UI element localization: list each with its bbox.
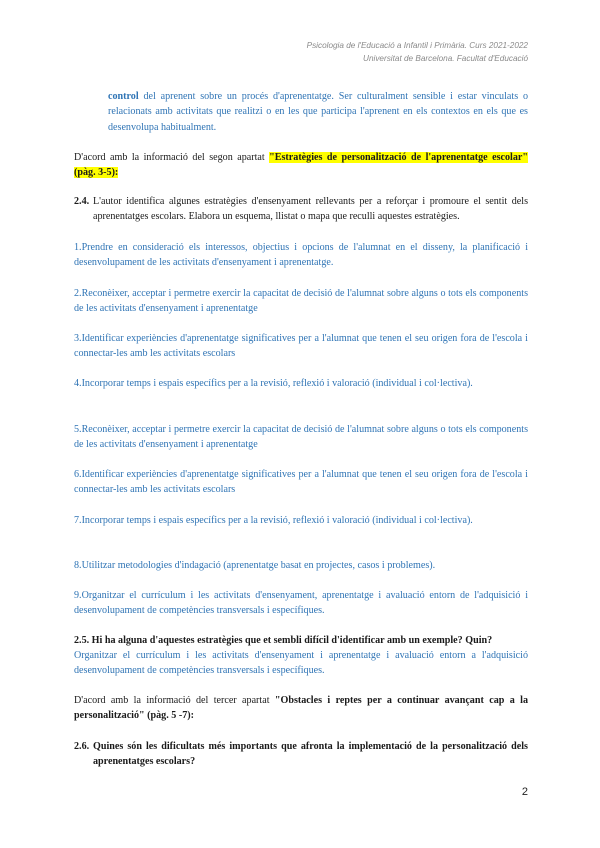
header-institution: Universitat de Barcelona. Facultat d'Educació — [363, 54, 528, 63]
strategy-item: 7.Incorporar temps i espais específics per a la revisió, reflexió i valoració (individual i col·lectiva). — [74, 515, 473, 526]
q25-answer: Organitzar el currículum i les activitats d'ensenyament i aprenentatge i avaluació entorn a l'adquisició desenvolupament de competències transversals i específiques. — [74, 650, 528, 677]
section2-intro — [74, 150, 528, 181]
q26-text-post: més importants que afronta la implementació de la personalització dels aprenentatges escolars? — [93, 741, 528, 768]
page-header — [307, 39, 528, 65]
section3-intro-text: D'acord amb la informació del tercer apartat — [74, 695, 275, 706]
continued-answer — [108, 89, 528, 135]
strategy-item: 1.Prendre en consideració els interessos, objectius i opcions de l'alumnat en el disseny, la planificació i desenvolupament de les activitats d'ensenyament i aprenentatge. — [74, 242, 528, 269]
q26-text-pre: Quines són les — [93, 741, 162, 752]
q26-number: 2.6. — [74, 741, 90, 752]
q25-question: 2.5. Hi ha alguna d'aquestes estratègies que et sembli difícil d'identificar amb un exemple? Quin? — [74, 635, 493, 646]
strategy-item: 2.Reconèixer, acceptar i permetre exercir la capacitat de decisió de l'alumnat sobre alguns o tots els components de les activitats d'ensenyament i aprenentatge — [74, 288, 528, 315]
section3-bold: "Obstacles i reptes per a continuar avançant cap a la personalització" (pàg. 5 -7): — [74, 695, 529, 722]
continued-answer-bold: control — [108, 91, 139, 102]
q24-text: L'autor identifica algunes estratègies d'ensenyament rellevants per a reforçar i promoure el sentit dels aprenentatges escolars. Elabora un esquema, llistat o mapa que reculli aquestes estratègies. — [93, 196, 528, 223]
q24-number: 2.4. — [74, 196, 90, 207]
page-number: 2 — [521, 786, 528, 798]
strategy-item: 3.Identificar experiències d'aprenentatge significatives per a l'alumnat que tenen el seu origen fora de l'escola i connectar-les amb les activitats escolars — [74, 333, 528, 360]
strategy-item: 5.Reconèixer, acceptar i permetre exercir la capacitat de decisió de l'alumnat sobre alguns o tots els components de les activitats d'ensenyament i aprenentatge — [74, 424, 528, 451]
section2-highlight: "Estratègies de personalització de l'aprenentatge escolar" (pàg. 3-5): — [74, 152, 528, 179]
strategy-item: 9.Organitzar el currículum i les activitats d'ensenyament, aprenentatge i avaluació entorn de l'adquisició i desenvolupament de competències transversals i específiques. — [74, 590, 528, 617]
q26-text-keyword: dificultats — [161, 741, 205, 752]
header-course: Psicologia de l'Educació a Infantil i Primària. Curs 2021-2022 — [306, 41, 528, 50]
section3-intro — [74, 693, 528, 724]
q26-text — [93, 739, 528, 770]
continued-answer-text: del aprenent sobre un procés d'aprenentatge. Ser culturalment sensible i estar vinculats o relacionats amb activitats que realitzi o en les que participa l'aprenent en els contextos en els que es desenvolupa habitualment. — [108, 91, 528, 133]
strategy-item: 4.Incorporar temps i espais específics per a la revisió, reflexió i valoració (individual i col·lectiva). — [74, 378, 473, 389]
strategy-item: 6.Identificar experiències d'aprenentatge significatives per a l'alumnat que tenen el seu origen fora de l'escola i connectar-les amb les activitats escolars — [74, 469, 528, 496]
section2-intro-text: D'acord amb la informació del segon apartat — [74, 152, 270, 163]
strategy-item: 8.Utilitzar metodologies d'indagació (aprenentatge basat en projectes, casos i problemes). — [74, 560, 436, 571]
